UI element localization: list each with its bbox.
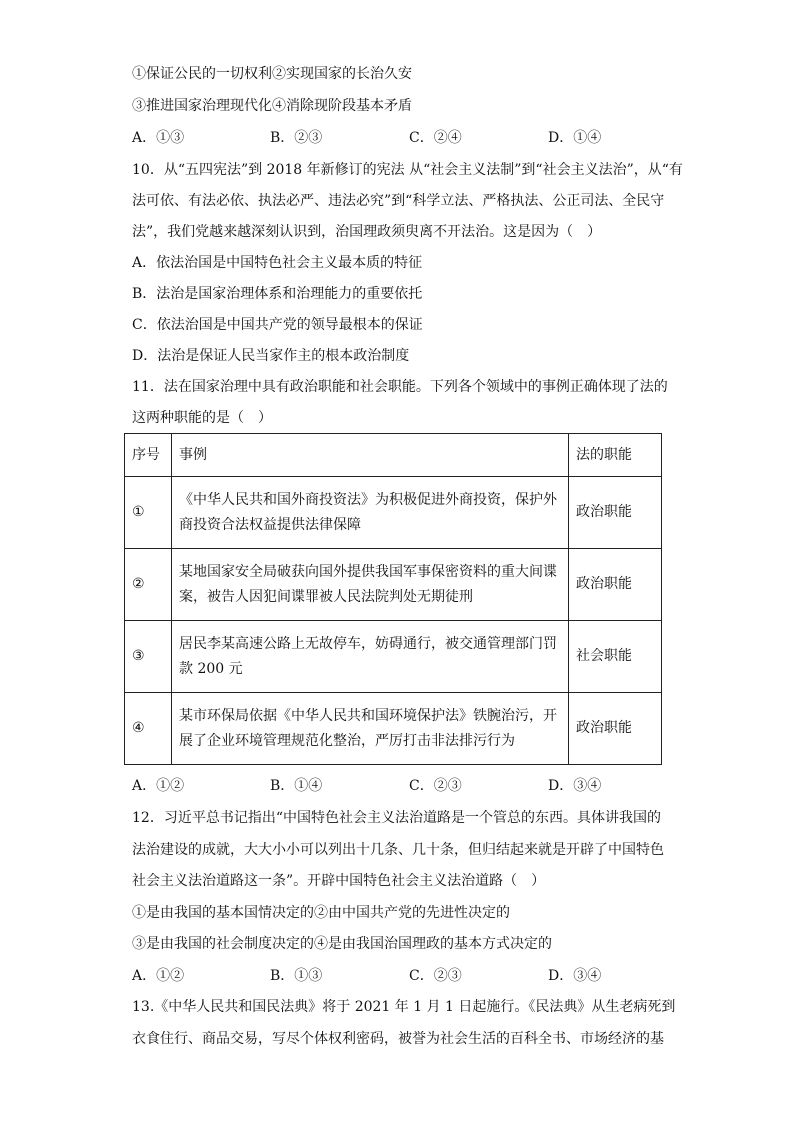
q12-statement-1: ①是由我国的基本国情决定的②由中国共产党的先进性决定的 — [132, 905, 510, 921]
row-case-line: 某地国家安全局破获向国外提供我国军事保密资料的重大间谍 — [179, 563, 557, 580]
q9-option-a[interactable]: A．①③ — [132, 130, 185, 146]
q11-option-b[interactable]: B．①④ — [270, 778, 323, 794]
q12-option-d[interactable]: D．③④ — [548, 968, 602, 984]
row-case-line: 《中华人民共和国外商投资法》为积极促进外商投资，保护外 — [179, 491, 557, 508]
q12-stem-2: 法治建设的成就，大大小小可以列出十几条、几十条，但归结起来就是开辟了中国特色 — [132, 842, 664, 858]
header-case: 事例 — [172, 434, 569, 477]
q11-stem-1: 11．法在国家治理中具有政治职能和社会职能。下列各个领域中的事例正确体现了法的 — [132, 379, 668, 395]
q11-option-a[interactable]: A．①② — [132, 778, 185, 794]
table-row — [125, 621, 662, 693]
row-number: ④ — [125, 693, 172, 765]
table-row — [125, 693, 662, 765]
row-case — [172, 621, 569, 693]
q9-statement-2: ③推进国家治理现代化④消除现阶段基本矛盾 — [132, 98, 412, 114]
q10-stem-2: 法可依、有法必依、执法必严、违法必究”到“科学立法、严格执法、公正司法、全民守 — [132, 193, 665, 209]
q13-stem-1: 13.《中华人民共和国民法典》将于 2021 年 1 月 1 日起施行。《民法典》从生老病死到 — [132, 999, 676, 1015]
row-number: ③ — [125, 621, 172, 693]
row-case-line: 某市环保局依据《中华人民共和国环境保护法》铁腕治污，开 — [179, 707, 557, 724]
row-case-line: 展了企业环境管理规范化整治，严厉打击非法排污行为 — [179, 732, 515, 749]
row-case — [172, 477, 569, 549]
row-number: ① — [125, 477, 172, 549]
q12-option-a[interactable]: A．①② — [132, 968, 185, 984]
q9-option-b[interactable]: B．②③ — [270, 130, 323, 146]
row-case-line: 案，被告人因犯间谍罪被人民法院判处无期徒刑 — [179, 588, 473, 605]
q12-stem-1: 12．习近平总书记指出“中国特色社会主义法治道路是一个管总的东西。具体讲我国的 — [132, 810, 661, 826]
q11-option-d[interactable]: D．③④ — [548, 778, 602, 794]
q10-option-c[interactable]: C．依法治国是中国共产党的领导最根本的保证 — [132, 317, 423, 333]
row-number: ② — [125, 549, 172, 621]
row-function: 政治职能 — [569, 549, 662, 621]
q13-stem-2: 衣食住行、商品交易，写尽个体权利密码，被誉为社会生活的百科全书、市场经济的基 — [132, 1031, 664, 1047]
q12-option-c[interactable]: C．②③ — [409, 968, 462, 984]
q12-options — [132, 966, 662, 986]
q10-option-a[interactable]: A．依法治国是中国特色社会主义最本质的特征 — [132, 255, 423, 271]
header-number: 序号 — [125, 434, 172, 477]
table-row — [125, 477, 662, 549]
header-function: 法的职能 — [569, 434, 662, 477]
row-function: 社会职能 — [569, 621, 662, 693]
q9-statement-1: ①保证公民的一切权利②实现国家的长治久安 — [132, 66, 412, 82]
q9-options — [132, 128, 662, 148]
row-case — [172, 549, 569, 621]
q11-stem-2: 这两种职能的是（ ） — [132, 410, 272, 426]
q10-option-b[interactable]: B．法治是国家治理体系和治理能力的重要依托 — [132, 286, 423, 302]
q12-option-b[interactable]: B．①③ — [270, 968, 323, 984]
table-header-row — [125, 434, 662, 477]
q9-option-d[interactable]: D．①④ — [548, 130, 602, 146]
row-function: 政治职能 — [569, 693, 662, 765]
q10-stem-1: 10．从“五四宪法”到 2018 年新修订的宪法 从“社会主义法制”到“社会主义法治”，从“有 — [132, 162, 683, 178]
q12-statement-2: ③是由我国的社会制度决定的④是由我国治国理政的基本方式决定的 — [132, 936, 552, 952]
q10-option-d[interactable]: D．法治是保证人民当家作主的根本政治制度 — [132, 348, 410, 364]
q12-stem-3: 社会主义法治道路这一条”。开辟中国特色社会主义法治道路（ ） — [132, 873, 546, 889]
q10-stem-3: 法”，我们党越来越深刻认识到，治国理政须臾离不开法治。这是因为（ ） — [132, 224, 602, 240]
row-function: 政治职能 — [569, 477, 662, 549]
row-case-line: 款 200 元 — [179, 660, 243, 677]
row-case-line: 商投资合法权益提供法律保障 — [179, 516, 361, 533]
row-case — [172, 693, 569, 765]
q9-option-c[interactable]: C．②④ — [409, 130, 462, 146]
table-row — [125, 549, 662, 621]
row-case-line: 居民李某高速公路上无故停车，妨碍通行，被交通管理部门罚 — [179, 635, 557, 652]
q11-table — [124, 433, 662, 765]
q11-option-c[interactable]: C．②③ — [409, 778, 462, 794]
q11-options — [132, 776, 662, 796]
